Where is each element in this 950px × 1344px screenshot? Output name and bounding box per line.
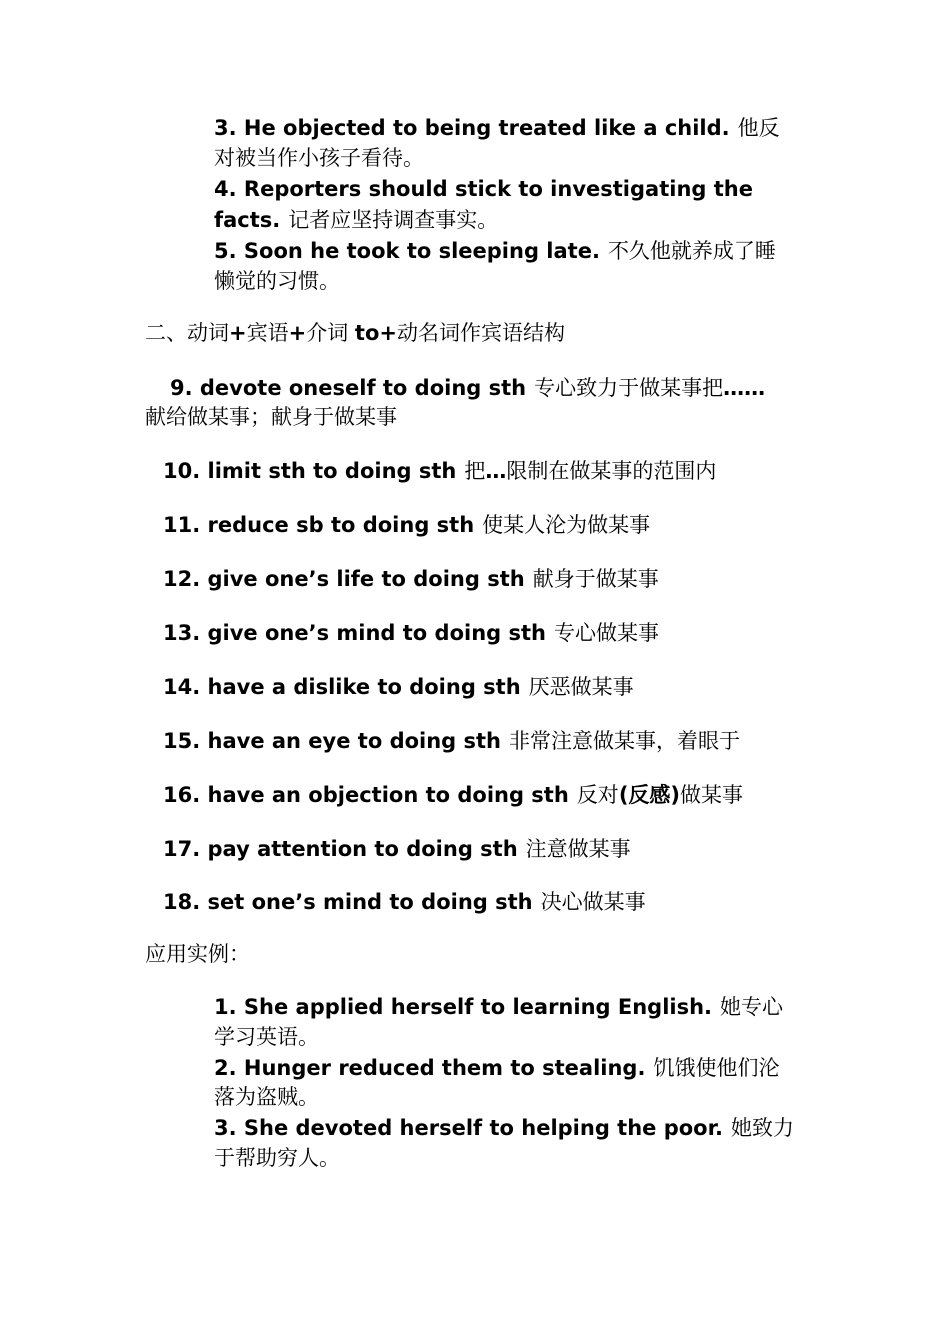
phrase-chinese: 注意做某事 bbox=[525, 837, 631, 861]
applied-example-3-line-2 bbox=[214, 1143, 340, 1173]
example-english: 1. She applied herself to learning English. bbox=[214, 995, 713, 1019]
phrase-15 bbox=[163, 726, 740, 756]
phrase-chinese: 限制在做某事的范围内 bbox=[506, 459, 717, 483]
phrase-english: 11. reduce sb to doing sth bbox=[163, 513, 475, 537]
phrase-chinese: 使某人沦为做某事 bbox=[482, 513, 651, 537]
example-english: 2. Hunger reduced them to stealing. bbox=[214, 1056, 646, 1080]
example-english: 3. He objected to being treated like a child. bbox=[214, 116, 730, 140]
phrase-english: 9. devote oneself to doing sth bbox=[170, 376, 527, 400]
example-chinese: 饥饿使他们沦 bbox=[653, 1056, 780, 1080]
example-4-line-2 bbox=[214, 205, 498, 235]
heading-text: 介词 bbox=[306, 321, 355, 345]
phrase-10 bbox=[163, 456, 716, 486]
phrase-chinese: 反对 bbox=[576, 783, 619, 807]
label-text: 应用实例： bbox=[145, 942, 250, 966]
phrase-13 bbox=[163, 618, 659, 648]
heading-text: 二、动词 bbox=[145, 321, 229, 345]
phrase-parenthetical: (反感) bbox=[618, 783, 681, 807]
phrase-english: 13. give one’s mind to doing sth bbox=[163, 621, 546, 645]
example-3-line-2 bbox=[214, 143, 424, 173]
example-chinese: 他反 bbox=[737, 116, 780, 140]
phrase-9-line-1 bbox=[170, 373, 765, 403]
phrase-english: 10. limit sth to doing sth bbox=[163, 459, 457, 483]
phrase-chinese: 厌恶做某事 bbox=[528, 675, 634, 699]
applied-example-2-line-2 bbox=[214, 1082, 319, 1112]
example-3-line-1 bbox=[214, 113, 780, 143]
phrase-chinese: 非常注意做某事，着眼于 bbox=[509, 729, 741, 753]
example-english: 4. Reporters should stick to investigating the bbox=[214, 177, 753, 201]
example-chinese: 学习英语。 bbox=[214, 1025, 319, 1049]
example-chinese: 于帮助穷人。 bbox=[214, 1146, 340, 1170]
heading-to: to+ bbox=[354, 321, 397, 345]
phrase-17 bbox=[163, 834, 631, 864]
phrase-chinese: 专心致力于做某事把 bbox=[534, 376, 724, 400]
phrase-english: 12. give one’s life to doing sth bbox=[163, 567, 525, 591]
phrase-ellipsis: …… bbox=[723, 376, 766, 400]
example-chinese: 对被当作小孩子看待。 bbox=[214, 146, 424, 170]
heading-plus: + bbox=[288, 321, 307, 345]
phrase-14 bbox=[163, 672, 634, 702]
phrase-chinese: 做某事 bbox=[680, 783, 744, 807]
phrase-chinese: 把 bbox=[464, 459, 486, 483]
section-heading bbox=[145, 318, 565, 348]
applied-example-1-line-2 bbox=[214, 1022, 319, 1052]
example-english: 3. She devoted herself to helping the poor. bbox=[214, 1116, 723, 1140]
phrase-english: 17. pay attention to doing sth bbox=[163, 837, 518, 861]
example-chinese: 落为盗贼。 bbox=[214, 1085, 319, 1109]
example-4-line-1 bbox=[214, 174, 753, 204]
example-english: 5. Soon he took to sleeping late. bbox=[214, 239, 600, 263]
phrase-chinese: 献身于做某事 bbox=[532, 567, 659, 591]
phrase-9-line-2 bbox=[145, 402, 397, 432]
phrase-18 bbox=[163, 887, 646, 917]
applied-example-3-line-1 bbox=[214, 1113, 794, 1143]
phrase-11 bbox=[163, 510, 650, 540]
example-chinese: 记者应坚持调查事实。 bbox=[288, 208, 499, 232]
phrase-chinese: 献给做某事；献身于做某事 bbox=[145, 405, 397, 429]
example-chinese: 不久他就养成了睡 bbox=[607, 239, 776, 263]
phrase-16 bbox=[163, 780, 743, 810]
example-chinese: 她专心 bbox=[720, 995, 784, 1019]
phrase-12 bbox=[163, 564, 659, 594]
phrase-english: 15. have an eye to doing sth bbox=[163, 729, 502, 753]
heading-text: 宾语 bbox=[246, 321, 289, 345]
phrase-ellipsis: … bbox=[485, 459, 507, 483]
example-english: facts. bbox=[214, 208, 281, 232]
example-5-line-1 bbox=[214, 236, 776, 266]
applied-example-2-line-1 bbox=[214, 1053, 779, 1083]
phrase-english: 18. set one’s mind to doing sth bbox=[163, 890, 533, 914]
applied-examples-label bbox=[145, 939, 250, 969]
phrase-chinese: 专心做某事 bbox=[553, 621, 659, 645]
heading-text: 动名词作宾语结构 bbox=[396, 321, 565, 345]
phrase-chinese: 决心做某事 bbox=[540, 890, 646, 914]
phrase-english: 16. have an objection to doing sth bbox=[163, 783, 569, 807]
heading-plus: + bbox=[229, 321, 247, 345]
phrase-english: 14. have a dislike to doing sth bbox=[163, 675, 521, 699]
example-chinese: 她致力 bbox=[730, 1116, 794, 1140]
example-chinese: 懒觉的习惯。 bbox=[214, 269, 340, 293]
applied-example-1-line-1 bbox=[214, 992, 783, 1022]
example-5-line-2 bbox=[214, 266, 340, 296]
